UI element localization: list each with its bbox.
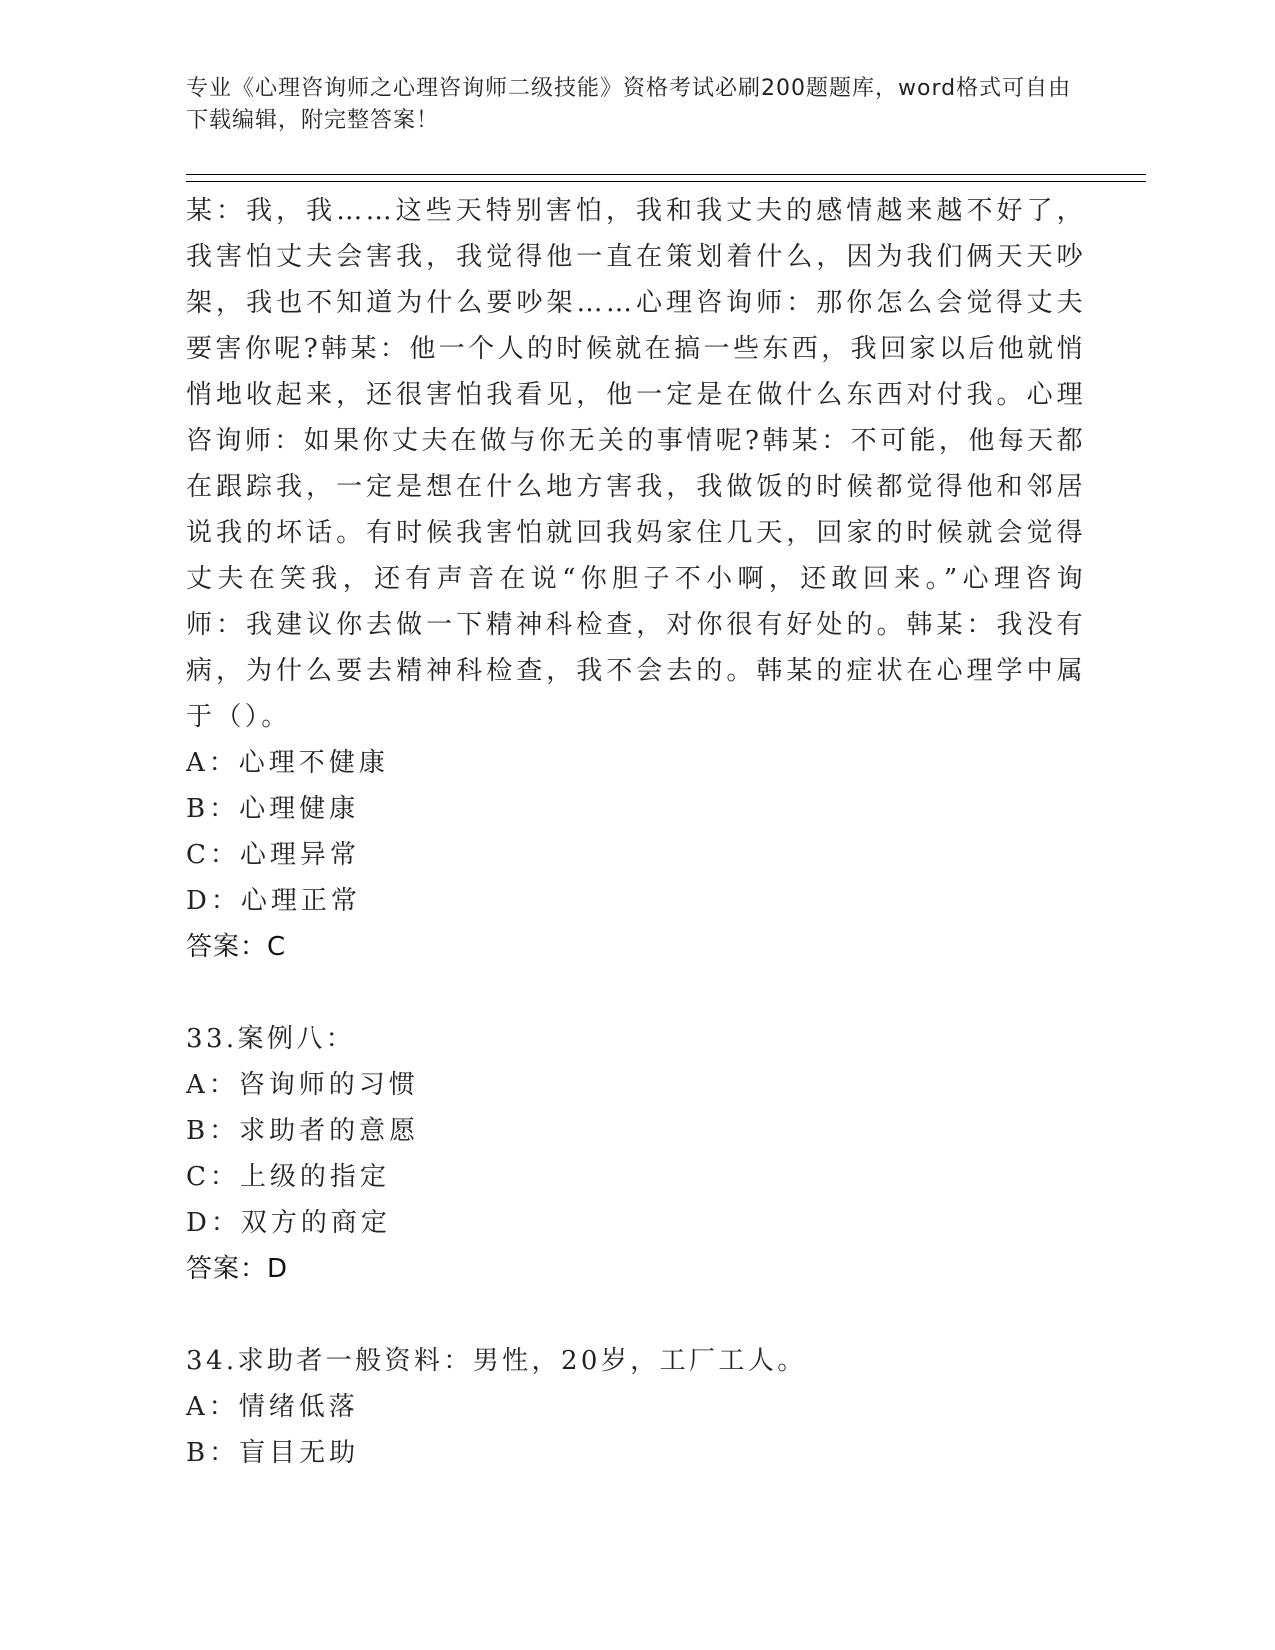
question-list (186, 188, 1086, 1476)
question-34 (186, 1338, 1086, 1476)
option-a: A：咨询师的习惯 (186, 1070, 419, 1100)
question-stem: 33.案例八： (186, 1024, 356, 1054)
option-b: B：求助者的意愿 (186, 1116, 420, 1146)
document-header: 专业《心理咨询师之心理咨询师二级技能》资格考试必刷200题题库，word格式可自由下载编辑，附完整答案！ (186, 76, 1072, 133)
option-b: B：盲目无助 (186, 1438, 360, 1468)
spacer (186, 1292, 1086, 1338)
question-stem: 34.求助者一般资料：男性，20岁，工厂工人。 (186, 1346, 807, 1376)
option-d: D：双方的商定 (186, 1208, 391, 1238)
header-rule-bottom (186, 181, 1146, 182)
option-c: C：心理异常 (186, 840, 360, 870)
answer: 答案：C (186, 932, 287, 962)
question-stem: 某：我，我……这些天特别害怕，我和我丈夫的感情越来越不好了，我害怕丈夫会害我，我觉得他一直在策划着什么，因为我们俩天天吵架，我也不知道为什么要吵架……心理咨询师：那你怎么会觉得丈夫要害你呢?韩某：他一个人的时候就在搞一些东西，我回家以后他就悄悄地收起来，还很害怕我看见，他一定是在做什么东西对付我。心理咨询师：如果你丈夫在做与你无关的事情呢?韩某：不可能，他每天都在跟踪我，一定是想在什么地方害我，我做饭的时候都觉得他和邻居说我的坏话。有时候我害怕就回我妈家住几天，回家的时候就会觉得丈夫在笑我，还有声音在说“你胆子不小啊，还敢回来。”心理咨询师：我建议你去做一下精神科检查，对你很有好处的。韩某：我没有病，为什么要去精神科检查，我不会去的。韩某的症状在心理学中属于（）。 (186, 196, 1086, 732)
option-a: A：情绪低落 (186, 1392, 359, 1422)
question-32 (186, 188, 1086, 970)
answer: 答案：D (186, 1254, 289, 1284)
option-d: D：心理正常 (186, 886, 361, 916)
option-a: A：心理不健康 (186, 748, 389, 778)
option-b: B：心理健康 (186, 794, 360, 824)
question-33 (186, 1016, 1086, 1292)
spacer (186, 970, 1086, 1016)
option-c: C：上级的指定 (186, 1162, 390, 1192)
header-rule-top (186, 174, 1146, 175)
